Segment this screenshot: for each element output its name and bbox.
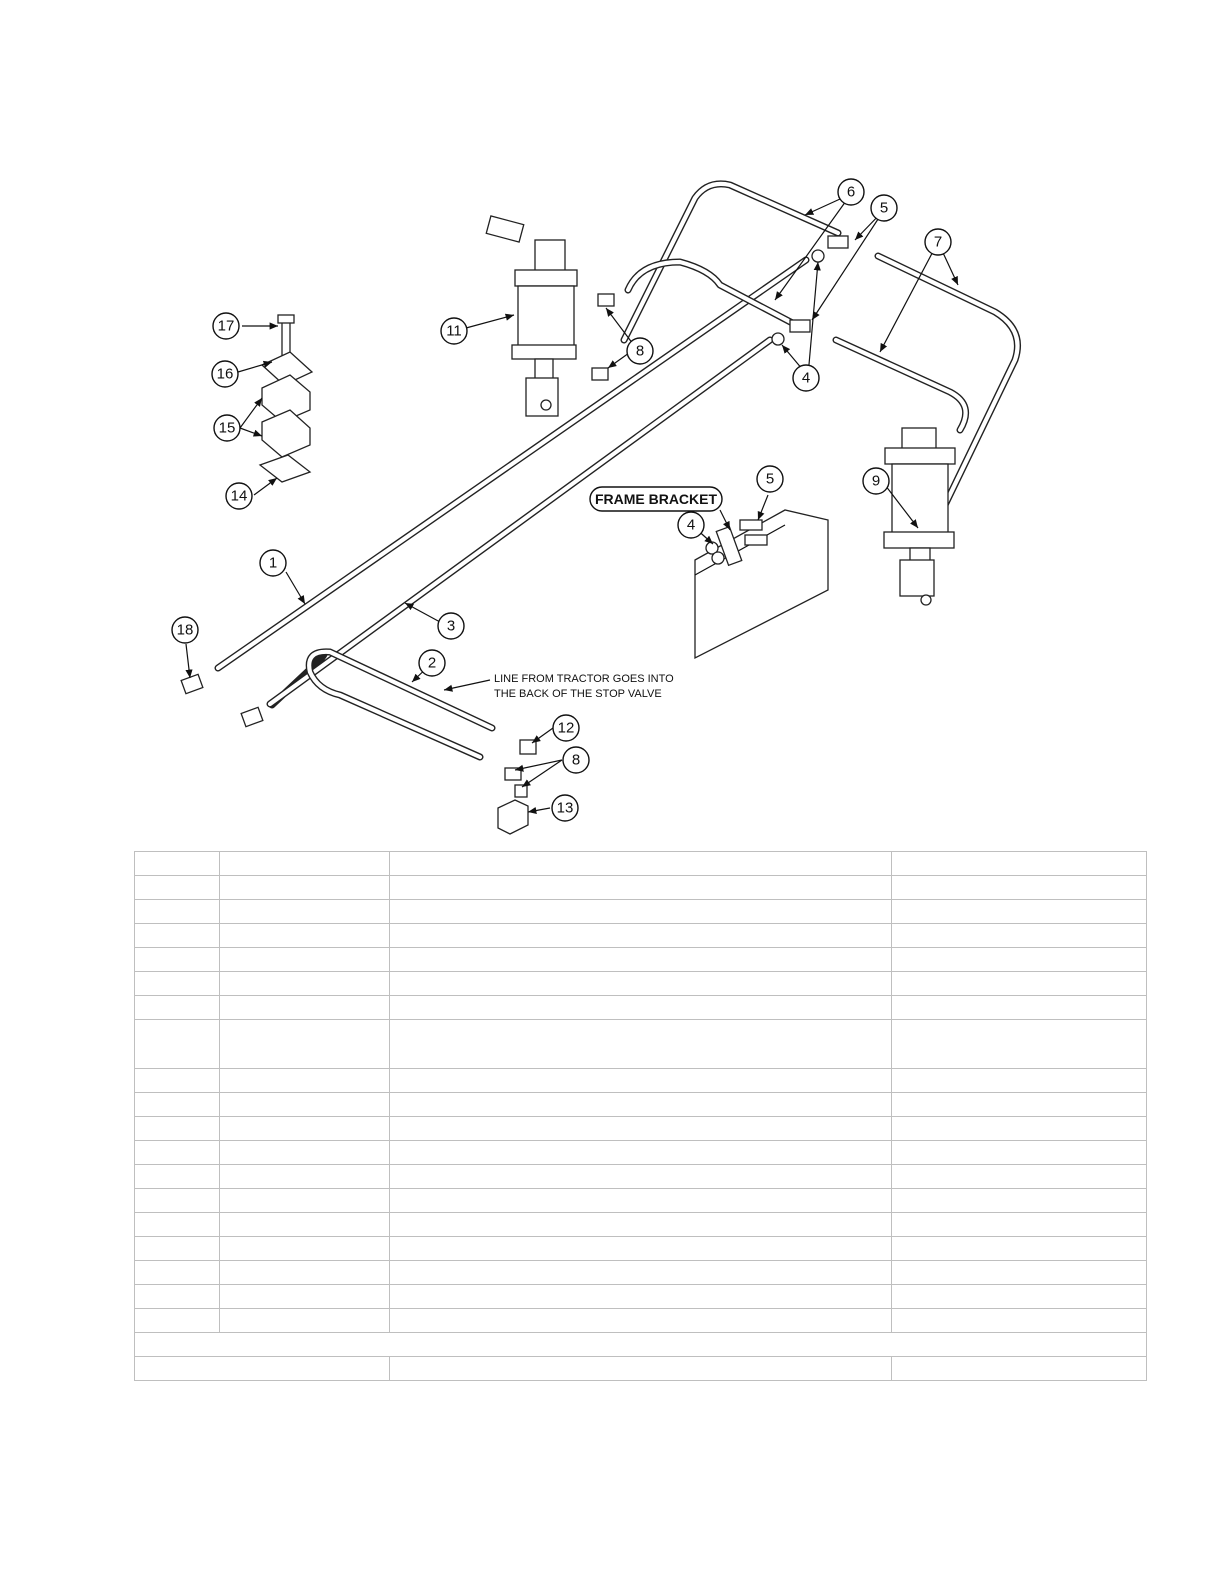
table-row	[135, 1165, 1147, 1189]
svg-text:18: 18	[176, 621, 194, 639]
table-cell	[892, 1093, 1147, 1117]
table-cell	[892, 1189, 1147, 1213]
tractor-line-note	[494, 673, 674, 700]
svg-text:3: 3	[446, 617, 456, 635]
table-cell	[390, 1093, 892, 1117]
svg-text:2: 2	[427, 654, 437, 672]
callout-18	[172, 617, 198, 643]
table-cell	[390, 900, 892, 924]
table-cell	[892, 948, 1147, 972]
svg-text:THE BACK OF THE STOP VALVE: THE BACK OF THE STOP VALVE	[494, 688, 662, 700]
table-cell	[135, 1165, 220, 1189]
table-cell	[220, 1020, 390, 1069]
callout-8-lower	[563, 747, 589, 773]
table-cell	[220, 1213, 390, 1237]
table-row	[135, 1285, 1147, 1309]
table-cell	[135, 1020, 220, 1069]
table-cell	[220, 1261, 390, 1285]
callout-1	[260, 550, 286, 576]
table-cell	[892, 972, 1147, 996]
cylinder-11	[486, 216, 577, 416]
callout-12	[553, 715, 579, 741]
table-row	[135, 876, 1147, 900]
callout-16	[212, 361, 238, 387]
table-cell	[220, 1141, 390, 1165]
callout-8-upper	[627, 338, 653, 364]
callout-14	[226, 483, 252, 509]
table-row	[135, 1020, 1147, 1069]
table-cell	[892, 1020, 1147, 1069]
callout-5-upper	[871, 195, 897, 221]
svg-text:6: 6	[846, 183, 856, 201]
table-cell	[390, 1213, 892, 1237]
table-row	[135, 1117, 1147, 1141]
table-row	[135, 948, 1147, 972]
table-cell	[135, 1141, 220, 1165]
table-cell	[135, 852, 220, 876]
table-cell	[390, 1261, 892, 1285]
svg-text:13: 13	[556, 799, 574, 817]
table-cell	[390, 876, 892, 900]
callout-15	[214, 415, 240, 441]
table-row	[135, 1237, 1147, 1261]
table-cell	[390, 948, 892, 972]
table-row	[135, 1189, 1147, 1213]
table-cell	[220, 900, 390, 924]
svg-text:5: 5	[879, 199, 889, 217]
table-cell	[390, 1117, 892, 1141]
table-cell	[892, 876, 1147, 900]
table-row	[135, 852, 1147, 876]
table-cell	[892, 1237, 1147, 1261]
table-row	[135, 1309, 1147, 1333]
table-cell	[390, 852, 892, 876]
table-cell	[220, 1093, 390, 1117]
table-cell	[390, 1141, 892, 1165]
table-cell	[135, 1333, 1147, 1357]
svg-text:FRAME BRACKET: FRAME BRACKET	[594, 491, 718, 507]
table-cell	[390, 972, 892, 996]
callout-4-upper	[793, 365, 819, 391]
callout-17	[213, 313, 239, 339]
table-cell	[390, 1309, 892, 1333]
table-cell	[390, 924, 892, 948]
callout-7	[925, 229, 951, 255]
table-cell	[135, 1237, 220, 1261]
table-cell	[135, 1189, 220, 1213]
table-cell	[892, 1285, 1147, 1309]
table-cell	[892, 924, 1147, 948]
table-cell	[892, 996, 1147, 1020]
svg-text:1: 1	[268, 554, 278, 572]
svg-text:14: 14	[230, 487, 248, 505]
table-cell	[135, 1213, 220, 1237]
table-cell	[220, 1237, 390, 1261]
table-cell	[390, 996, 892, 1020]
table-cell	[135, 972, 220, 996]
table-cell	[135, 1309, 220, 1333]
parts-list-table	[134, 851, 1147, 1381]
table-note-row	[135, 1333, 1147, 1357]
table-cell	[390, 1237, 892, 1261]
table-cell	[220, 1165, 390, 1189]
table-cell	[220, 1117, 390, 1141]
table-cell	[892, 900, 1147, 924]
table-cell	[892, 1261, 1147, 1285]
svg-text:12: 12	[557, 719, 575, 737]
table-row	[135, 1141, 1147, 1165]
table-row	[135, 972, 1147, 996]
callout-2	[419, 650, 445, 676]
table-cell	[390, 1020, 892, 1069]
table-cell	[135, 996, 220, 1020]
svg-text:LINE FROM TRACTOR GOES INTO: LINE FROM TRACTOR GOES INTO	[494, 673, 674, 685]
table-cell	[220, 948, 390, 972]
table-cell	[220, 1309, 390, 1333]
table-row	[135, 1093, 1147, 1117]
table-cell	[220, 972, 390, 996]
table-footer-row	[135, 1357, 1147, 1381]
table-row	[135, 1213, 1147, 1237]
table-cell	[892, 1309, 1147, 1333]
table-cell	[135, 1261, 220, 1285]
table-cell	[892, 1069, 1147, 1093]
callout-3	[438, 613, 464, 639]
table-cell	[220, 852, 390, 876]
svg-text:9: 9	[871, 472, 881, 490]
table-cell	[220, 1069, 390, 1093]
table-cell	[390, 1165, 892, 1189]
callout-11	[441, 318, 467, 344]
svg-text:5: 5	[765, 470, 775, 488]
callout-5-bracket	[757, 466, 783, 492]
table-row	[135, 924, 1147, 948]
table-cell	[390, 1189, 892, 1213]
table-cell	[135, 900, 220, 924]
callout-6	[838, 179, 864, 205]
clamp-assembly	[260, 315, 312, 482]
table-row	[135, 1261, 1147, 1285]
callout-9	[863, 468, 889, 494]
table-cell	[220, 1285, 390, 1309]
callout-13	[552, 795, 578, 821]
table-cell	[135, 1285, 220, 1309]
table-cell	[135, 1093, 220, 1117]
table-cell	[390, 1069, 892, 1093]
table-row	[135, 1069, 1147, 1093]
svg-text:17: 17	[217, 317, 235, 335]
table-row	[135, 996, 1147, 1020]
table-cell	[135, 924, 220, 948]
frame-bracket-label	[590, 487, 722, 511]
table-cell	[892, 1213, 1147, 1237]
table-cell	[135, 876, 220, 900]
svg-text:4: 4	[686, 516, 696, 534]
callout-4-bracket	[678, 512, 704, 538]
table-cell	[390, 1285, 892, 1309]
cylinder-9	[884, 428, 955, 605]
table-cell	[135, 1069, 220, 1093]
svg-text:8: 8	[571, 751, 581, 769]
table-cell	[135, 1357, 390, 1381]
table-cell	[892, 1357, 1147, 1381]
table-cell	[892, 1165, 1147, 1189]
table-row	[135, 900, 1147, 924]
svg-text:8: 8	[635, 342, 645, 360]
table-cell	[892, 1141, 1147, 1165]
table-cell	[220, 1189, 390, 1213]
svg-text:15: 15	[218, 419, 236, 437]
table-cell	[390, 1357, 892, 1381]
table-cell	[220, 996, 390, 1020]
frame-bracket-illustration	[695, 510, 828, 658]
svg-text:7: 7	[933, 233, 943, 251]
svg-text:11: 11	[446, 322, 462, 340]
svg-text:16: 16	[216, 365, 234, 383]
svg-text:4: 4	[801, 369, 811, 387]
table-cell	[135, 1117, 220, 1141]
table-cell	[892, 852, 1147, 876]
table-cell	[892, 1117, 1147, 1141]
table-cell	[220, 924, 390, 948]
table-cell	[220, 876, 390, 900]
table-cell	[135, 948, 220, 972]
